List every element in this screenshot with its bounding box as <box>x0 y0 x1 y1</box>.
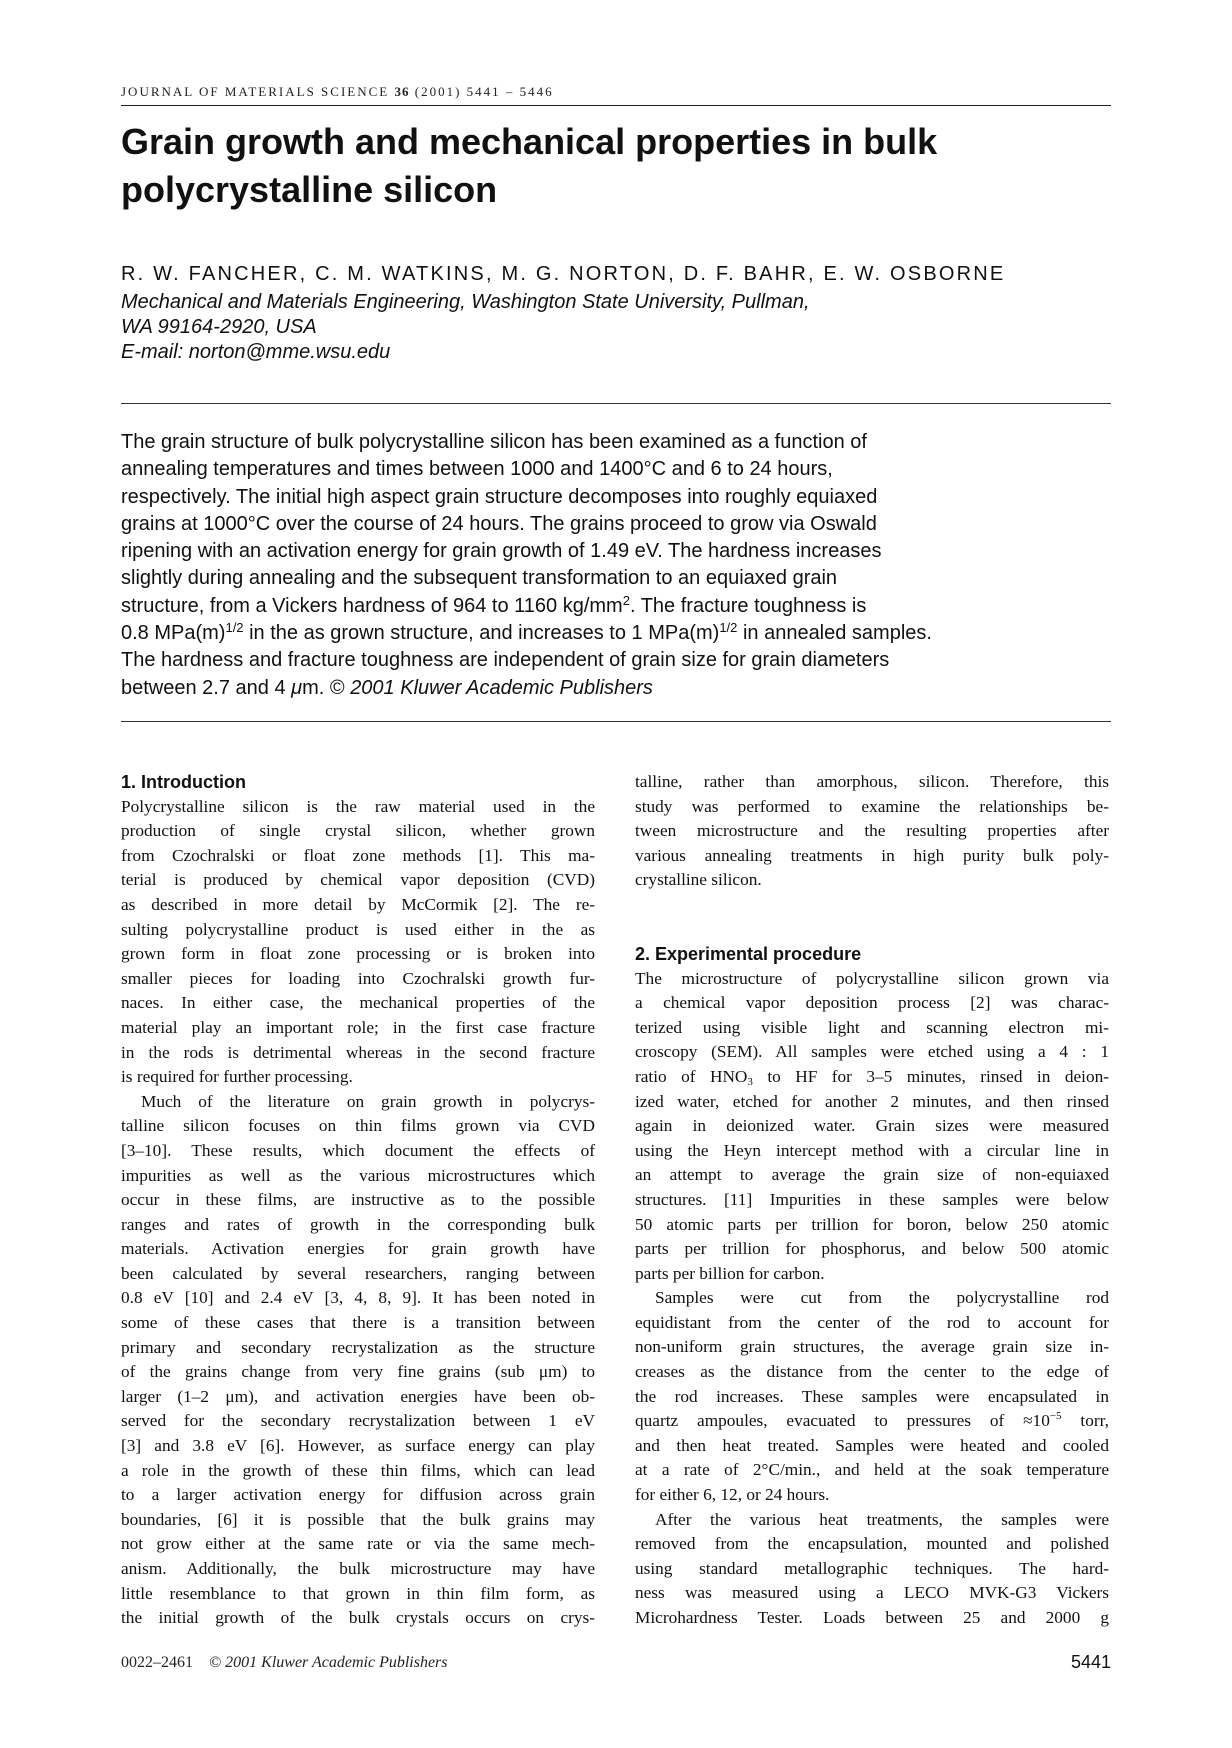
abstract-line: respectively. The initial high aspect grain structure decomposes into roughly equiaxed <box>121 485 878 508</box>
body-line: structures. [11] Impurities in these samples were below <box>635 1189 1109 1209</box>
journal-name: JOURNAL OF MATERIALS SCIENCE <box>121 84 390 99</box>
body-line: impurities as well as the various microstructures which <box>121 1165 595 1185</box>
body-line: naces. In either case, the mechanical properties of the <box>121 993 595 1013</box>
body-line: creases as the distance from the center to the edge of <box>635 1362 1109 1382</box>
abstract-line: The hardness and fracture toughness are independent of grain size for grain diameters <box>121 649 890 672</box>
abstract-line: The grain structure of bulk polycrystalline silicon has been examined as a function of <box>121 431 867 453</box>
body-line: various annealing treatments in high purity bulk poly- <box>635 845 1109 865</box>
body-line: a role in the growth of these thin films, which can lead <box>121 1460 595 1480</box>
body-line: in the rods is detrimental whereas in the second fracture <box>121 1042 595 1062</box>
body-line: 50 atomic parts per trillion for boron, below 250 atomic <box>635 1214 1109 1234</box>
right-column <box>635 770 1109 1631</box>
body-line: talline silicon focuses on thin films grown via CVD <box>121 1116 595 1136</box>
body-line: little resemblance to that grown in thin film form, as <box>121 1583 595 1603</box>
body-line: ranges and rates of growth in the corresponding bulk <box>121 1214 595 1234</box>
body-line: 0.8 eV [10] and 2.4 eV [3, 4, 8, 9]. It has been noted in <box>121 1288 595 1308</box>
left-column <box>121 770 595 1631</box>
abstract-text: . The fracture toughness is <box>629 594 867 617</box>
body-line: The microstructure of polycrystalline silicon grown via <box>635 968 1109 988</box>
body-line: study was performed to examine the relationships be- <box>635 796 1109 816</box>
body-line: ness was measured using a LECO MVK-G3 Vickers <box>635 1583 1109 1603</box>
affiliation-email: E-mail: norton@mme.wsu.edu <box>121 341 391 363</box>
body-line: anism. Additionally, the bulk microstructure may have <box>121 1559 595 1578</box>
abstract-text: in annealed samples. <box>737 622 932 645</box>
body-line: using standard metallographic techniques. The hard- <box>635 1558 1109 1578</box>
affiliation <box>121 290 1111 365</box>
subscript: 3 <box>747 1075 753 1088</box>
body-line: terial is produced by chemical vapor deposition (CVD) <box>121 870 595 890</box>
journal-volume: 36 <box>394 84 410 99</box>
body-line: occur in these films, are instructive as to the possible <box>121 1190 595 1210</box>
section-heading-experimental: 2. Experimental procedure <box>635 943 862 964</box>
body-line: tween microstructure and the resulting properties after <box>635 821 1109 841</box>
body-line: Microhardness Tester. Loads between 25 and 2000 g <box>635 1608 1109 1627</box>
superscript: 1/2 <box>225 620 244 636</box>
superscript: 1/2 <box>719 620 738 636</box>
body-line: production of single crystal silicon, whether grown <box>121 821 595 841</box>
body-line: ized water, etched for another 2 minutes, and then rinsed <box>635 1091 1109 1111</box>
body-line: to a larger activation energy for diffusion across grain <box>121 1485 595 1505</box>
body-line: smaller pieces for loading into Czochralski growth fur- <box>121 968 595 988</box>
body-line <box>635 1065 1109 1090</box>
body-line: again in deionized water. Grain sizes were measured <box>635 1116 1109 1136</box>
body-line: been calculated by several researchers, ranging between <box>121 1263 595 1283</box>
abstract-text: m. © <box>302 676 351 699</box>
body-line: After the various heat treatments, the samples were <box>655 1509 1109 1529</box>
abstract-text: structure, from a Vickers hardness of 964 to 1160 kg/mm <box>121 594 623 617</box>
body-text: torr, <box>1061 1411 1109 1431</box>
body-line: primary and secondary recrystalization as the structure <box>121 1337 595 1357</box>
abstract-text: in the as grown structure, and increases to 1 MPa(m) <box>243 622 720 645</box>
footer-copyright: © 2001 Kluwer Academic Publishers <box>209 1654 448 1671</box>
abstract-text: 0.8 MPa(m) <box>121 622 226 645</box>
body-line: using the Heyn intercept method with a circular line in <box>635 1140 1109 1160</box>
body-line: Polycrystalline silicon is the raw material used in the <box>121 796 595 816</box>
abstract-line <box>121 593 1111 620</box>
running-head <box>121 84 1111 100</box>
page-number: 5441 <box>1070 1652 1111 1672</box>
superscript: 2 <box>622 592 630 608</box>
title-line: polycrystalline silicon <box>121 169 498 210</box>
journal-year-pages: (2001) 5441 – 5446 <box>414 84 554 99</box>
affiliation-line: Mechanical and Materials Engineering, Washington State University, Pullman, <box>121 291 810 313</box>
footer-issn-copyright <box>121 1654 448 1672</box>
body-line: sulting polycrystalline product is used either in the as <box>121 919 595 939</box>
article-title <box>121 118 1111 214</box>
body-line: some of these cases that there is a transition between <box>121 1313 595 1333</box>
body-line: [3–10]. These results, which document the effects of <box>121 1140 595 1160</box>
body-line: from Czochralski or float zone methods [1]. This ma- <box>121 845 595 865</box>
body-line: the initial growth of the bulk crystals occurs on crys- <box>121 1608 595 1628</box>
body-line: crystalline silicon. <box>635 870 762 890</box>
section-gap <box>635 893 1109 942</box>
body-line: boundaries, [6] it is possible that the bulk grains may <box>121 1509 595 1529</box>
abstract-copyright: 2001 Kluwer Academic Publishers <box>350 676 653 699</box>
body-line: terized using visible light and scanning electron mi- <box>635 1017 1109 1037</box>
body-text: to HF for 3–5 minutes, rinsed in deion- <box>752 1066 1109 1086</box>
body-line: of the grains change from very fine grains (sub μm) to <box>121 1362 595 1382</box>
body-line: a chemical vapor deposition process [2] was charac- <box>635 993 1109 1013</box>
body-line: talline, rather than amorphous, silicon. Therefore, this <box>635 772 1109 791</box>
body-line: at a rate of 2°C/min., and held at the soak temperature <box>635 1460 1109 1480</box>
body-line: parts per trillion for phosphorus, and below 500 atomic <box>635 1239 1109 1259</box>
author-list: R. W. FANCHER, C. M. WATKINS, M. G. NORTON, D. F. BAHR, E. W. OSBORNE <box>121 263 1006 285</box>
body-line: parts per billion for carbon. <box>635 1263 825 1283</box>
header-rule <box>121 105 1111 106</box>
abstract-text: between 2.7 and 4 <box>121 676 292 699</box>
body-line: larger (1–2 μm), and activation energies have been ob- <box>121 1386 595 1406</box>
title-line: Grain growth and mechanical properties in bulk <box>121 121 938 162</box>
body-line: for either 6, 12, or 24 hours. <box>635 1485 830 1505</box>
body-line: croscopy (SEM). All samples were etched using a 4 : 1 <box>635 1042 1109 1062</box>
abstract <box>121 429 1111 702</box>
body-line: an attempt to average the grain size of non-equiaxed <box>635 1165 1109 1185</box>
body-line: equidistant from the center of the rod to account for <box>635 1312 1109 1332</box>
body-line: and then heat treated. Samples were heated and cooled <box>635 1435 1109 1455</box>
body-text: quartz ampoules, evacuated to pressures of ≈10 <box>635 1411 1050 1431</box>
body-line: non-uniform grain structures, the average grain size in- <box>635 1337 1109 1357</box>
body-line: served for the secondary recrystalization between 1 eV <box>121 1411 595 1431</box>
body-line: Much of the literature on grain growth in polycrys- <box>141 1091 595 1111</box>
section-heading-introduction: 1. Introduction <box>121 772 246 792</box>
abstract-line: annealing temperatures and times between 1000 and 1400°C and 6 to 24 hours, <box>121 458 833 481</box>
body-line: as described in more detail by McCormik [2]. The re- <box>121 894 595 914</box>
body-text: ratio of HNO <box>635 1066 748 1086</box>
body-line <box>635 1409 1109 1434</box>
mu-symbol: μ <box>291 676 303 699</box>
abstract-top-rule <box>121 403 1111 404</box>
affiliation-line: WA 99164-2920, USA <box>121 316 317 338</box>
body-line: removed from the encapsulation, mounted and polished <box>635 1534 1109 1554</box>
body-line: not grow either at the same rate or via the same mech- <box>121 1534 595 1554</box>
abstract-line: grains at 1000°C over the course of 24 hours. The grains proceed to grow via Oswald <box>121 512 877 535</box>
body-line: materials. Activation energies for grain growth have <box>121 1239 595 1259</box>
abstract-bottom-rule <box>121 721 1111 722</box>
body-line: the rod increases. These samples were encapsulated in <box>635 1386 1109 1406</box>
abstract-line <box>121 675 1111 702</box>
body-line: grown form in float zone processing or is broken into <box>121 944 595 964</box>
abstract-line: ripening with an activation energy for grain growth of 1.49 eV. The hardness increases <box>121 540 882 563</box>
abstract-line: slightly during annealing and the subsequent transformation to an equiaxed grain <box>121 567 838 590</box>
article-page <box>121 0 1111 1748</box>
body-line: Samples were cut from the polycrystalline rod <box>655 1288 1109 1308</box>
body-line: is required for further processing. <box>121 1067 353 1087</box>
issn: 0022–2461 <box>121 1654 193 1671</box>
superscript: −5 <box>1049 1410 1062 1423</box>
body-line: [3] and 3.8 eV [6]. However, as surface energy can play <box>121 1436 595 1456</box>
abstract-line <box>121 620 1111 647</box>
body-line: material play an important role; in the first case fracture <box>121 1017 595 1037</box>
